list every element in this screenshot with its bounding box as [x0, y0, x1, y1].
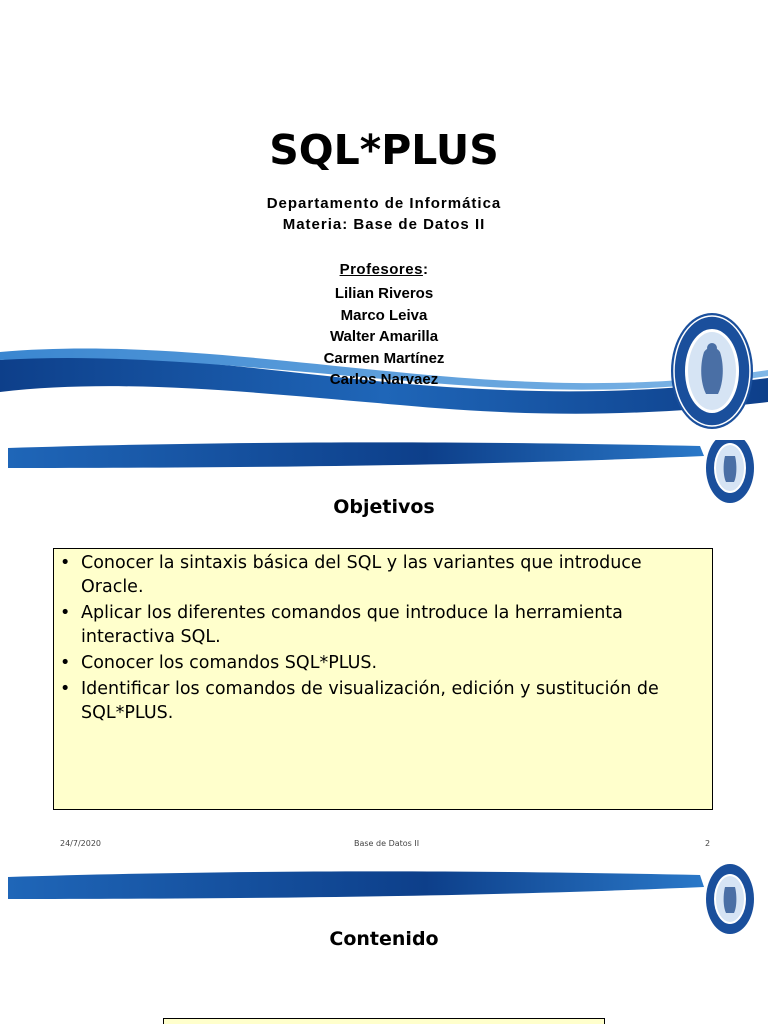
professor-name: Carmen Martínez: [323, 349, 445, 367]
page-number: 2: [705, 839, 711, 848]
professor-name: Lilian Riveros: [334, 285, 434, 302]
objectives-slide: [0, 440, 768, 855]
list-item: • Conocer los comandos SQL*PLUS.: [60, 653, 378, 673]
subject-text: Materia: Base de Datos II: [282, 216, 486, 233]
professors-list: [0, 283, 768, 391]
content-slide: [0, 855, 768, 1024]
decorative-wave: [0, 440, 768, 500]
content-box: [163, 1018, 605, 1024]
professors-heading: Profesores:: [339, 261, 429, 278]
objectives-box: [53, 548, 713, 810]
footer-title: Base de Datos II: [354, 839, 420, 848]
objectives-list: [54, 549, 712, 725]
slide-title: SQL*PLUS: [269, 126, 499, 174]
university-seal-icon: [705, 863, 755, 935]
bullet-icon: •: [60, 553, 71, 573]
decorative-wave: [0, 855, 768, 915]
footer-date: 24/7/2020: [60, 839, 102, 848]
list-item: • Aplicar los diferentes comandos que introduce la herramienta interactiva SQL.: [60, 603, 623, 647]
department-text: Departamento de Informática: [266, 195, 502, 212]
title-slide: [0, 0, 768, 440]
bullet-icon: •: [60, 679, 71, 699]
university-seal-icon: [670, 312, 754, 430]
content-heading: Contenido: [329, 928, 439, 950]
bullet-icon: •: [60, 603, 71, 623]
list-item: • Identificar los comandos de visualización, edición y sustitución de SQL*PLUS.: [60, 679, 659, 723]
list-item: • Conocer la sintaxis básica del SQL y las variantes que introduce Oracle.: [60, 553, 642, 597]
professor-name: Carlos Narvaez: [329, 371, 439, 388]
objectives-heading: Objetivos: [333, 496, 435, 518]
professor-name: Walter Amarilla: [329, 328, 439, 345]
professor-name: Marco Leiva: [340, 306, 428, 324]
bullet-icon: •: [60, 653, 71, 673]
university-seal-icon: [705, 440, 755, 504]
